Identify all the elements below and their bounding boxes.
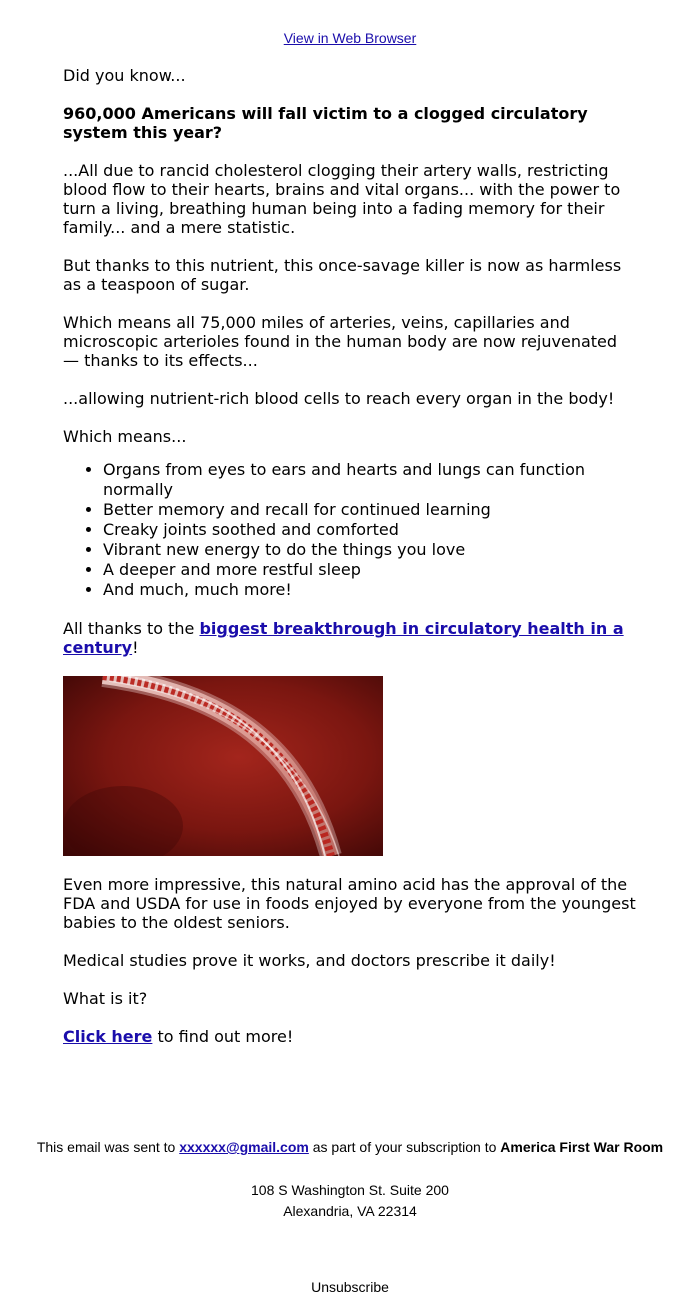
blood-vessel-image[interactable]: [63, 676, 383, 856]
view-in-browser-link[interactable]: View in Web Browser: [283, 30, 417, 46]
intro-text: Did you know...: [63, 66, 186, 85]
address-line-2: Alexandria, VA 22314: [283, 1203, 417, 1219]
list-item: • A deeper and more restful sleep: [103, 560, 638, 580]
headline: 960,000 Americans will fall victim to a clogged circulatory system this year?: [63, 104, 588, 142]
paragraph-4: ...allowing nutrient-rich blood cells to reach every organ in the body!: [63, 389, 615, 408]
paragraph-7: Medical studies prove it works, and doctors prescribe it daily!: [63, 951, 556, 970]
unsubscribe-link[interactable]: Unsubscribe: [311, 1279, 389, 1295]
thanks-suffix: !: [132, 638, 139, 657]
list-item: • Better memory and recall for continued learning: [103, 500, 638, 520]
paragraph-3: Which means all 75,000 miles of arteries, veins, capillaries and microscopic arterioles found in the human body are now rejuvenated — thanks to its effects...: [63, 313, 618, 370]
list-item: • Vibrant new energy to do the things you love: [103, 540, 638, 560]
paragraph-1: ...All due to rancid cholesterol clogging their artery walls, restricting blood flow to their hearts, brains and vital organs... with the power to turn a living, breathing human being into a fading memory for their family... and a mere statistic.: [63, 161, 621, 237]
paragraph-8: What is it?: [63, 989, 148, 1008]
footer-subscription-notice: [0, 1139, 700, 1156]
paragraph-6: Even more impressive, this natural amino acid has the approval of the FDA and USDA for use in foods enjoyed by everyone from the youngest babies to the oldest seniors.: [63, 875, 636, 932]
cta-suffix: to find out more!: [152, 1027, 294, 1046]
footer-address: [0, 1180, 700, 1222]
thanks-prefix: All thanks to the: [63, 619, 200, 638]
benefits-list: [63, 460, 638, 600]
list-item: • Creaky joints soothed and comforted: [103, 520, 638, 540]
list-item: • And much, much more!: [103, 580, 638, 600]
recipient-email-link[interactable]: xxxxxx@gmail.com: [179, 1139, 309, 1155]
unsubscribe-bar: [0, 1279, 700, 1295]
brand-name: America First War Room: [500, 1139, 664, 1155]
view-in-browser-bar: [0, 30, 700, 46]
sent-prefix: This email was sent to: [36, 1139, 180, 1155]
sent-middle: as part of your subscription to: [308, 1139, 501, 1155]
paragraph-2: But thanks to this nutrient, this once-savage killer is now as harmless as a teaspoon of sugar.: [63, 256, 622, 294]
address-line-1: 108 S Washington St. Suite 200: [251, 1182, 449, 1198]
breakthrough-link[interactable]: biggest breakthrough in circulatory health in a century: [63, 619, 624, 657]
email-body: [63, 66, 638, 1065]
thanks-paragraph: [63, 619, 638, 657]
click-here-link[interactable]: Click here: [63, 1027, 153, 1046]
blood-vessel-illustration: [63, 676, 383, 856]
cta-paragraph: [63, 1027, 638, 1046]
paragraph-5: Which means...: [63, 427, 187, 446]
list-item: • Organs from eyes to ears and hearts and lungs can function normally: [103, 460, 638, 500]
